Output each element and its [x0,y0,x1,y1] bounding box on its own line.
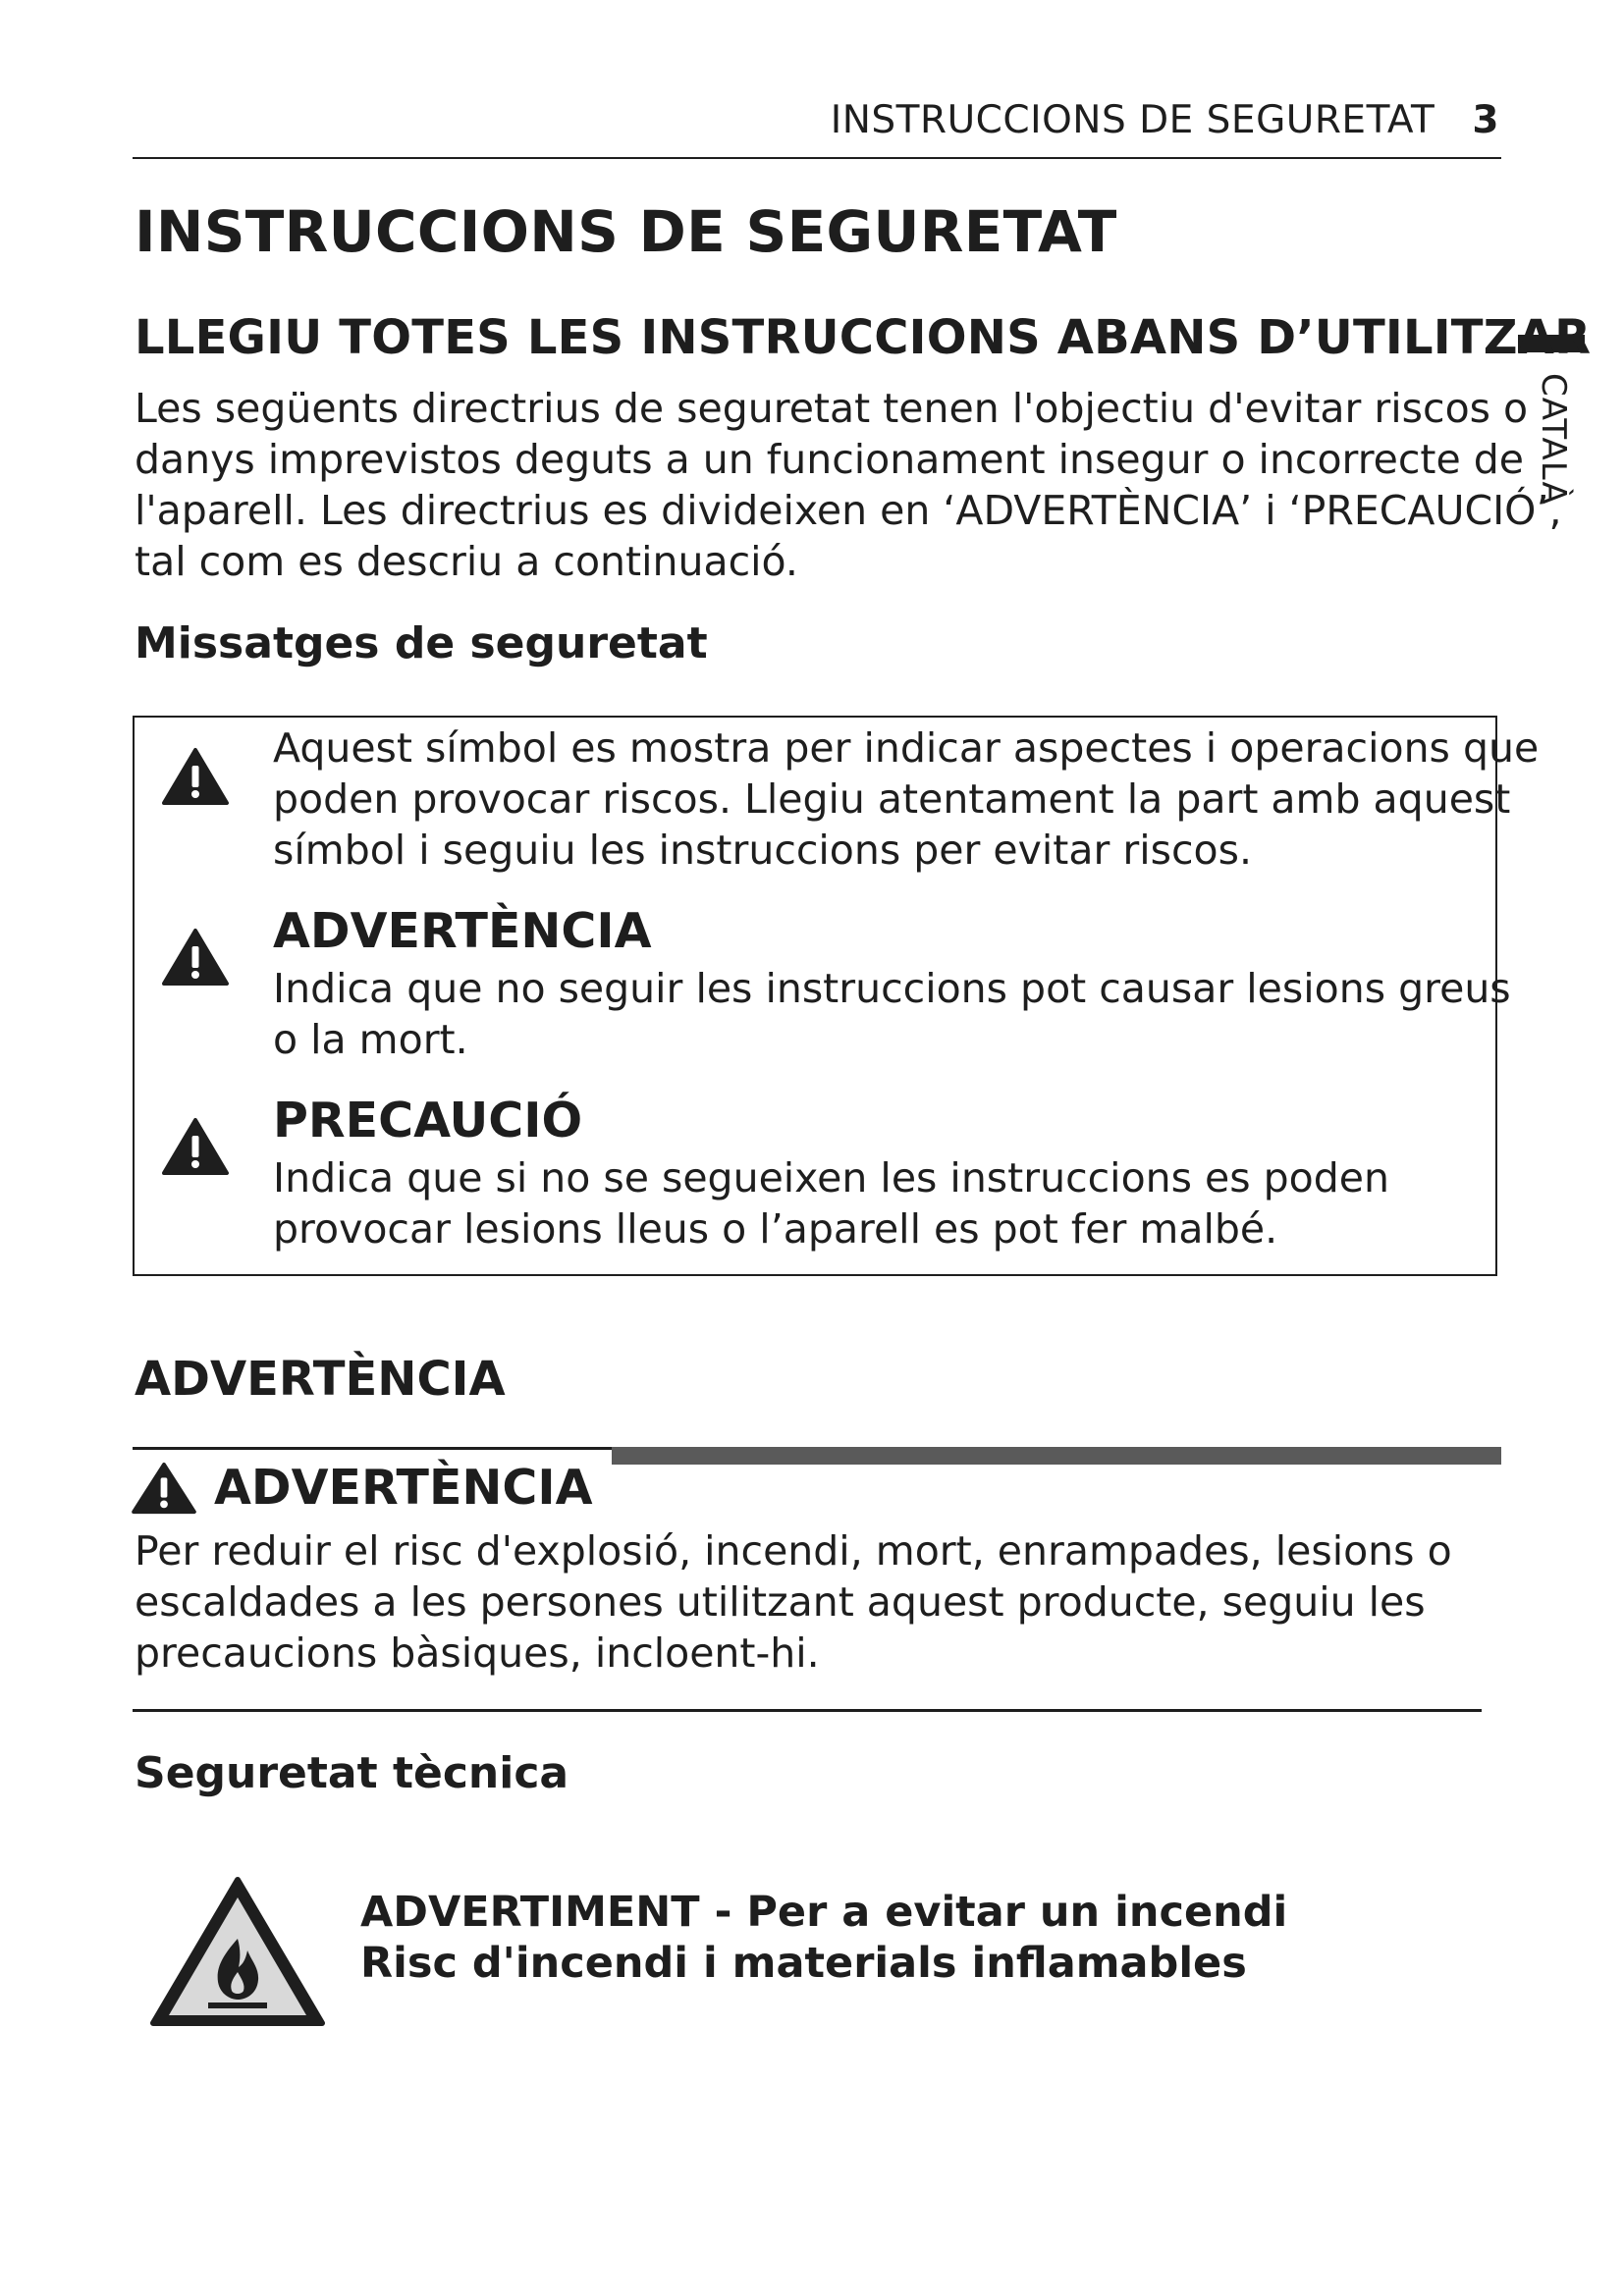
intro-line: l'aparell. Les directrius es divideixen en ‘ADVERTÈNCIA’ i ‘PRECAUCIÓ’, [135,487,1562,534]
language-tab-label: CATALÀ [1534,373,1573,506]
warning-description-line: Indica que no seguir les instruccions pot causar lesions greus [273,965,1511,1012]
warning-triangle-icon [161,927,230,988]
intro-line: danys imprevistos deguts a un funcionament insegur o incorrecte de [135,436,1525,483]
technical-safety-heading: Seguretat tècnica [135,1748,569,1798]
warning-box-thick-rule [612,1447,1501,1465]
caution-description-line: provocar lesions lleus o l’aparell es pot fer malbé. [273,1205,1278,1253]
fire-warning-line: Risc d'incendi i materials inflamables [360,1939,1247,1988]
header-rule [133,157,1501,159]
warning-box-top-rule [133,1447,612,1450]
warning-box-line: precaucions bàsiques, incloent-hi. [135,1629,820,1677]
warning-box-title: ADVERTÈNCIA [214,1460,593,1516]
warning-triangle-icon [161,1116,230,1177]
warning-box-line: escaldades a les persones utilitzant aquest producte, seguiu les [135,1578,1426,1626]
safety-messages-box [133,716,1540,1276]
intro-line: Les següents directrius de seguretat tenen l'objectiu d'evitar riscos o [135,385,1529,432]
warning-description [273,963,1511,1065]
running-header-title: INSTRUCCIONS DE SEGURETAT [830,98,1435,142]
warning-triangle-icon [161,746,230,807]
warning-triangle-icon [131,1461,197,1516]
warning-box-line: Per reduir el risc d'explosió, incendi, mort, enrampades, lesions o [135,1527,1452,1575]
caution-label: PRECAUCIÓ [273,1093,583,1148]
symbol-description-line: símbol i seguiu les instruccions per evitar riscos. [273,827,1252,874]
flammable-warning-sign-icon [147,1874,328,2031]
symbol-description [273,722,1539,876]
advertencia-heading: ADVERTÈNCIA [135,1352,506,1407]
running-header [831,98,1499,142]
page-title: INSTRUCCIONS DE SEGURETAT [135,198,1117,265]
warning-box-bottom-rule [133,1709,1482,1712]
read-instructions-heading: LLEGIU TOTES LES INSTRUCCIONS ABANS D’UTILITZAR [135,310,1592,365]
fire-warning-text [360,1887,1287,1989]
warning-label: ADVERTÈNCIA [273,903,652,959]
intro-line: tal com es descriu a continuació. [135,538,798,585]
caution-description-line: Indica que si no se segueixen les instruccions es poden [273,1154,1389,1201]
caution-description [273,1152,1389,1255]
fire-warning-line: ADVERTIMENT - Per a evitar un incendi [360,1888,1288,1937]
warning-description-line: o la mort. [273,1016,468,1063]
symbol-description-line: poden provocar riscos. Llegiu atentament la part amb aquest [273,775,1511,823]
warning-box-text [135,1525,1489,1679]
symbol-description-line: Aquest símbol es mostra per indicar aspectes i operacions que [273,724,1540,772]
page-number: 3 [1472,98,1499,142]
safety-messages-heading: Missatges de seguretat [135,618,708,668]
